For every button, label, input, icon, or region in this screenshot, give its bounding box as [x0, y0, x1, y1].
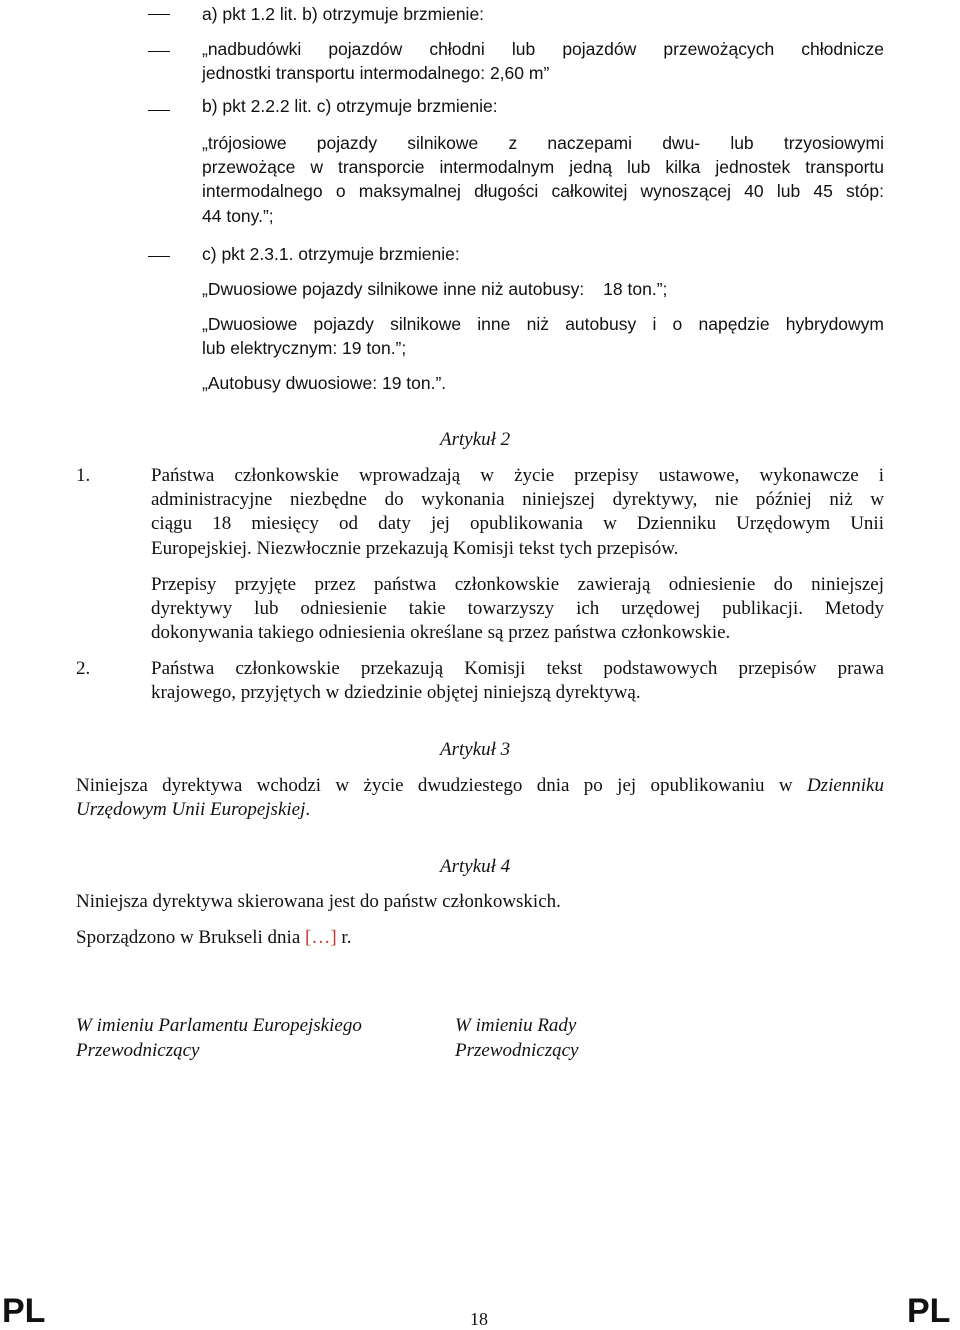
- amendment-b-quote-line2: przewożące w transporcie intermodalnym jedną lub kilka jednostek transportu: [202, 157, 884, 177]
- article-2-paragraph-1-line1: Państwa członkowskie wprowadzają w życie przepisy ustawowe, wykonawcze i: [151, 465, 884, 486]
- article-2-paragraph-1b-line2: dyrektywy lub odniesienie takie towarzyszy ich urzędowej publikacji. Metody: [151, 598, 884, 619]
- amendment-c-quote1-text: „Dwuosiowe pojazdy silnikowe inne niż autobusy:: [202, 279, 585, 299]
- article-3-line1: [76, 774, 884, 799]
- article-2-heading: Artykuł 2: [440, 429, 511, 450]
- article-2-paragraph-2-number: 2.: [76, 658, 91, 679]
- amendment-c-quote1-value: 18 ton.”;: [603, 279, 668, 299]
- article-4-heading: Artykuł 4: [440, 856, 511, 877]
- signature-left-institution: W imieniu Parlamentu Europejskiego: [76, 1015, 362, 1036]
- amendment-c-intro: c) pkt 2.3.1. otrzymuje brzmienie:: [202, 244, 460, 264]
- signature-right-institution: W imieniu Rady: [455, 1015, 577, 1036]
- article-3-line2-end: .: [305, 799, 311, 820]
- amendment-c-quote2-line1: „Dwuosiowe pojazdy silnikowe inne niż autobusy i o napędzie hybrydowym: [202, 314, 884, 334]
- article-3-journal-name: Dzienniku: [806, 775, 884, 796]
- article-2-paragraph-1b-line3: dokonywania takiego odniesienia określane są przez państwa członkowskie.: [151, 622, 731, 643]
- done-at-prefix: Sporządzono w Brukseli dnia: [76, 927, 301, 948]
- article-3-journal-name-cont: Urzędowym Unii Europejskiej: [76, 799, 306, 820]
- signature-right-role: Przewodniczący: [455, 1040, 579, 1061]
- signature-left-role: Przewodniczący: [76, 1040, 200, 1061]
- amendment-a-quote-line1: „nadbudówki pojazdów chłodni lub pojazdów przewożących chłodnicze: [202, 39, 884, 59]
- amendment-b-intro: b) pkt 2.2.2 lit. c) otrzymuje brzmienie:: [202, 96, 498, 116]
- amendment-a-intro: a) pkt 1.2 lit. b) otrzymuje brzmienie:: [202, 4, 485, 24]
- amendment-b-quote-line3: intermodalnego o maksymalnej długości całkowitej wynoszącej 40 lub 45 stóp:: [202, 181, 884, 201]
- amendment-b-quote-line1: „trójosiowe pojazdy silnikowe z naczepami dwu- lub trzyosiowymi: [202, 133, 884, 153]
- bullet-dash: [148, 14, 170, 15]
- article-3-line2: [76, 798, 310, 823]
- footer-language-left: PL: [2, 1292, 46, 1330]
- amendment-c-quote3: „Autobusy dwuosiowe: 19 ton.”.: [202, 373, 447, 393]
- done-at-suffix: r.: [341, 927, 352, 948]
- amendment-c-quote1: [202, 277, 667, 302]
- article-3-heading: Artykuł 3: [440, 739, 511, 760]
- bullet-dash: [148, 51, 170, 52]
- amendment-a-quote-line2: jednostki transportu intermodalnego: 2,60 m”: [202, 63, 550, 83]
- article-3-line1-text: Niniejsza dyrektywa wchodzi w życie dwudziestego dnia po jej opublikowaniu w: [76, 775, 793, 796]
- article-2-paragraph-1-line2: administracyjne niezbędne do wykonania niniejszej dyrektywy, nie później niż w: [151, 489, 884, 510]
- bullet-dash: [148, 110, 170, 111]
- article-2-paragraph-2-line1: Państwa członkowskie przekazują Komisji tekst podstawowych przepisów prawa: [151, 658, 884, 679]
- date-placeholder: […]: [305, 927, 337, 948]
- amendment-c-quote2-line2: lub elektrycznym: 19 ton.”;: [202, 338, 407, 358]
- done-at-line: [76, 926, 351, 951]
- article-2-paragraph-2-line2: krajowego, przyjętych w dziedzinie objętej niniejszą dyrektywą.: [151, 682, 641, 703]
- article-2-paragraph-1-number: 1.: [76, 465, 91, 486]
- amendment-b-quote-line4: 44 tony.”;: [202, 206, 274, 226]
- article-2-paragraph-1b-line1: Przepisy przyjęte przez państwa członkowskie zawierają odniesienie do niniejszej: [151, 574, 884, 595]
- footer-language-right: PL: [907, 1292, 951, 1330]
- article-2-paragraph-1-line3: ciągu 18 miesięcy od daty jej opublikowania w Dzienniku Urzędowym Unii: [151, 513, 884, 534]
- article-2-paragraph-1-line4: Europejskiej. Niezwłocznie przekazują Komisji tekst tych przepisów.: [151, 538, 679, 559]
- bullet-dash: [148, 256, 170, 257]
- article-4-text: Niniejsza dyrektywa skierowana jest do państw członkowskich.: [76, 891, 561, 912]
- footer-page-number: 18: [470, 1309, 488, 1329]
